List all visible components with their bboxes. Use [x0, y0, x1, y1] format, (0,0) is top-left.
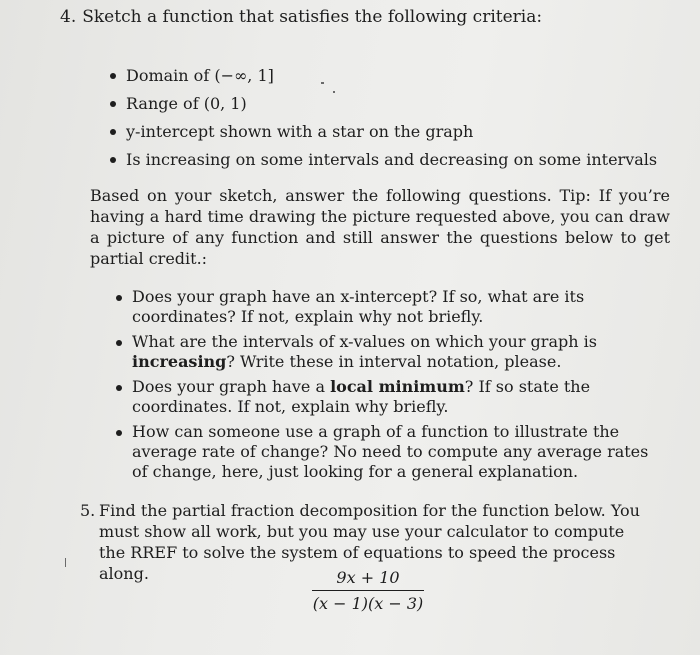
bullet-icon: [110, 73, 116, 79]
criteria-list: [126, 62, 657, 174]
question-4-title: Sketch a function that satisfies the following criteria:: [82, 7, 543, 27]
criteria-item: [126, 62, 657, 90]
sub-question: [132, 422, 667, 482]
criteria-text: y-intercept shown with a star on the graph: [126, 122, 474, 141]
rational-function: [312, 568, 424, 615]
sub-question-text: Does your graph have an x-intercept? If so, what are its coordinates? If not, explain why not briefly.: [132, 287, 585, 326]
criteria-item: [126, 146, 657, 174]
sub-question-text: Does your graph have a: [132, 377, 331, 396]
sub-question: [132, 332, 667, 372]
bullet-icon: [110, 101, 116, 107]
sub-question-bold: increasing: [132, 352, 227, 371]
sub-question: [132, 287, 667, 327]
bullet-icon: [116, 385, 122, 391]
criteria-item: [126, 90, 657, 118]
criteria-item: [126, 118, 657, 146]
criteria-text: Range of (0, 1): [126, 94, 247, 113]
question-5-text: Find the partial fraction decomposition for the function below. You must show all work, but you may use your calculator to compute the RREF to solve the system of equations to speed the process along.: [99, 501, 640, 583]
sub-question-text-end: ? Write these in interval notation, please.: [226, 352, 562, 371]
sub-question-text: How can someone use a graph of a function to illustrate the average rate of change? No need to compute any average rates of change, here, just looking for a general explanation.: [132, 422, 649, 481]
sub-question-text-end: ? If so state the coordinates. If not, explain why briefly.: [132, 377, 591, 416]
criteria-text: Is increasing on some intervals and decreasing on some intervals: [126, 150, 658, 169]
bullet-icon: [116, 430, 122, 436]
bullet-icon: [110, 129, 116, 135]
bullet-icon: [116, 340, 122, 346]
sub-question: [132, 377, 667, 417]
fraction-numerator: 9x + 10: [336, 568, 400, 587]
question-5-number: 5.: [80, 501, 96, 520]
stray-pen-mark: [65, 558, 66, 567]
stray-pen-mark: [321, 82, 324, 84]
bullet-icon: [110, 157, 116, 163]
criteria-text: Domain of (−∞, 1]: [126, 66, 274, 85]
fraction-denominator: (x − 1)(x − 3): [312, 594, 424, 613]
sub-question-text: What are the intervals of x-values on which your graph is: [132, 332, 597, 351]
sub-questions-list: [132, 287, 667, 487]
question-4-number: 4.: [60, 7, 77, 27]
question-4-header: [60, 6, 542, 28]
stray-pen-mark: [333, 91, 335, 93]
instructions-paragraph: Based on your sketch, answer the following questions. Tip: If you’re having a hard time drawing the picture requested above, you can draw a picture of any function and still answer the questions below to get partial credit.:: [90, 186, 670, 268]
bullet-icon: [116, 295, 122, 301]
sub-question-bold: local minimum: [330, 377, 465, 396]
